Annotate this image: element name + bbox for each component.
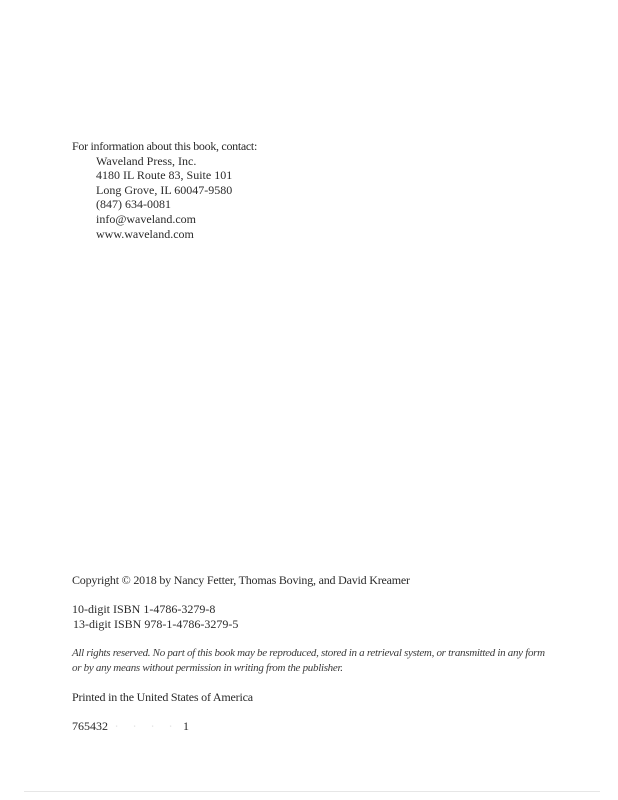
contact-block bbox=[72, 139, 257, 241]
website-url: www.waveland.com bbox=[96, 226, 194, 241]
publisher-name: Waveland Press, Inc. bbox=[96, 153, 197, 168]
printer-key-numbers: 765432 bbox=[72, 719, 108, 733]
printer-key bbox=[72, 719, 189, 734]
copyright-notice: Copyright © 2018 by Nancy Fetter, Thomas Boving, and David Kreamer bbox=[72, 573, 410, 587]
isbn-10: 10-digit ISBN 1-4786-3279-8 bbox=[72, 602, 216, 616]
contact-address bbox=[72, 154, 257, 242]
printer-key-faint: ∙ ∙ ∙ ∙ bbox=[115, 719, 178, 733]
email-address: info@waveland.com bbox=[96, 211, 197, 226]
isbn-block bbox=[72, 602, 238, 632]
contact-heading: For information about this book, contact: bbox=[72, 139, 258, 153]
phone-number: (847) 634-0081 bbox=[96, 197, 171, 212]
printed-in-statement: Printed in the United States of America bbox=[72, 690, 253, 704]
printer-key-last: 1 bbox=[183, 719, 189, 733]
isbn-13: 13-digit ISBN 978-1-4786-3279-5 bbox=[73, 617, 239, 631]
bottom-rule bbox=[24, 791, 600, 792]
street-address: 4180 IL Route 83, Suite 101 bbox=[96, 168, 233, 183]
rights-statement: All rights reserved. No part of this book may be reproduced, stored in a retrieval system, or transmitted in any form or by any means without permission in writing from the publisher. bbox=[72, 647, 545, 674]
city-state-zip: Long Grove, IL 60047-9580 bbox=[96, 182, 233, 197]
